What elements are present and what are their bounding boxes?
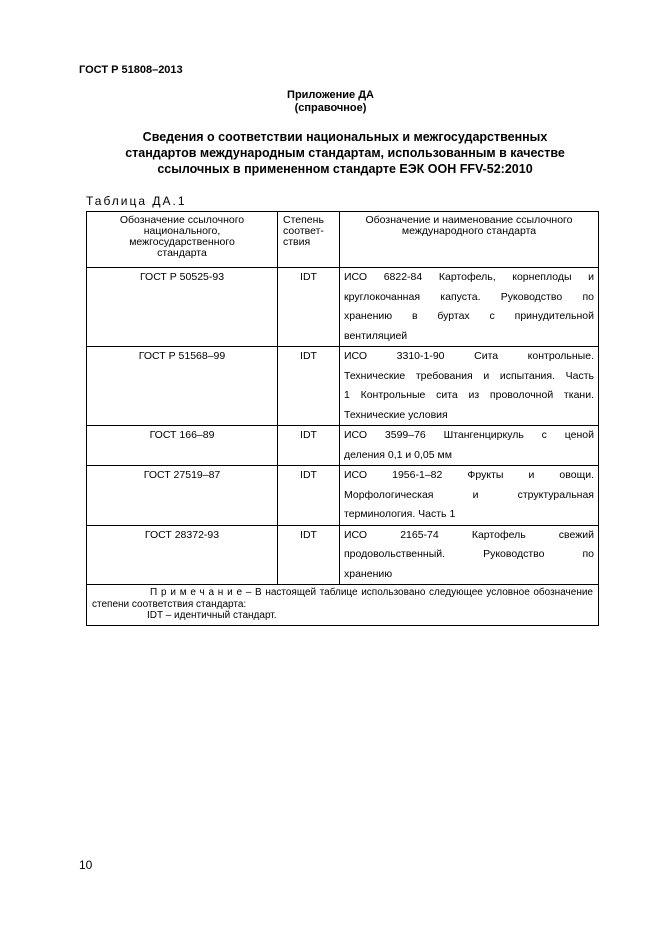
cell-degree: IDT <box>278 426 340 466</box>
table-row <box>87 466 599 526</box>
cell-line: хранению в буртах с принудительной <box>344 310 594 322</box>
note-label: Примечание <box>150 587 246 598</box>
header-line: национального, <box>143 225 221 237</box>
standards-table <box>86 211 599 626</box>
cell-national: ГОСТ 166–89 <box>87 426 278 466</box>
header-line: ствия <box>283 236 311 248</box>
cell-international <box>340 426 599 466</box>
header-line: международного стандарта <box>401 225 537 237</box>
table-row <box>87 426 599 466</box>
cell-line: деления 0,1 и 0,05 мм <box>344 448 452 461</box>
heading-line: стандартов международным стандартам, использованным в качестве <box>125 146 565 160</box>
header-line: соответ- <box>283 225 324 237</box>
header-line: Степень <box>283 214 324 226</box>
cell-national: ГОСТ 28372-93 <box>87 525 278 585</box>
note-text: – В настоящей таблице использовано следующее условное обозначение степени соответствия стандарта: <box>92 587 593 610</box>
document-id: ГОСТ Р 51808–2013 <box>79 64 183 76</box>
header-international <box>340 212 599 268</box>
note-paragraph <box>92 587 593 610</box>
page-number: 10 <box>79 858 93 872</box>
header-line: межгосударственного <box>129 236 235 248</box>
cell-national: ГОСТ 27519–87 <box>87 466 278 526</box>
heading-line: Сведения о соответствии национальных и межгосударственных <box>142 130 548 144</box>
cell-degree: IDT <box>278 466 340 526</box>
cell-degree: IDT <box>278 347 340 426</box>
cell-line: ИСО 2165-74 Картофель свежий <box>344 528 594 541</box>
cell-national: ГОСТ Р 51568–99 <box>87 347 278 426</box>
header-degree <box>278 212 340 268</box>
cell-line: терминология. Часть 1 <box>344 508 456 520</box>
cell-line: ИСО 3599–76 Штангенциркуль с ценой <box>344 429 594 441</box>
cell-line: 1 Контрольные сита из проволочной ткани. <box>344 389 594 401</box>
cell-degree: IDT <box>278 525 340 585</box>
cell-international <box>340 268 599 347</box>
appendix-title: Приложение ДА <box>287 89 374 101</box>
cell-line: продовольственный. Руководство по <box>344 548 594 560</box>
cell-international <box>340 347 599 426</box>
cell-line: ИСО 1956-1–82 Фрукты и овощи. <box>344 469 594 481</box>
header-line: стандарта <box>157 247 207 259</box>
cell-line: Морфологическая и структуральная <box>344 488 594 501</box>
table-row <box>87 347 599 426</box>
header-line: Обозначение ссылочного <box>119 214 245 226</box>
cell-line: ИСО 3310-1-90 Сита контрольные. <box>344 350 594 362</box>
header-line: Обозначение и наименование ссылочного <box>365 214 573 226</box>
table-note <box>87 585 599 626</box>
cell-national: ГОСТ Р 50525-93 <box>87 268 278 347</box>
section-heading <box>90 129 600 177</box>
cell-international <box>340 525 599 585</box>
table-caption: Таблица ДА.1 <box>86 194 187 208</box>
cell-line: хранению <box>344 567 393 580</box>
appendix-subtitle: (справочное) <box>294 102 367 114</box>
table-note-row <box>87 585 599 626</box>
cell-line: Технические требования и испытания. Часть <box>344 369 594 382</box>
heading-line: ссылочных в примененном стандарте ЕЭК ООН FFV-52:2010 <box>157 162 533 176</box>
cell-degree: IDT <box>278 268 340 347</box>
cell-international <box>340 466 599 526</box>
cell-line: ИСО 6822-84 Картофель, корнеплоды и <box>344 271 594 283</box>
table-row <box>87 268 599 347</box>
cell-line: Технические условия <box>344 408 448 421</box>
table-header-row <box>87 212 599 268</box>
header-national <box>87 212 278 268</box>
cell-line: круглокочанная капуста. Руководство по <box>344 290 594 303</box>
note-idt-definition: IDT – идентичный стандарт. <box>147 610 277 621</box>
cell-line: вентиляцией <box>344 329 408 342</box>
table-row <box>87 525 599 585</box>
